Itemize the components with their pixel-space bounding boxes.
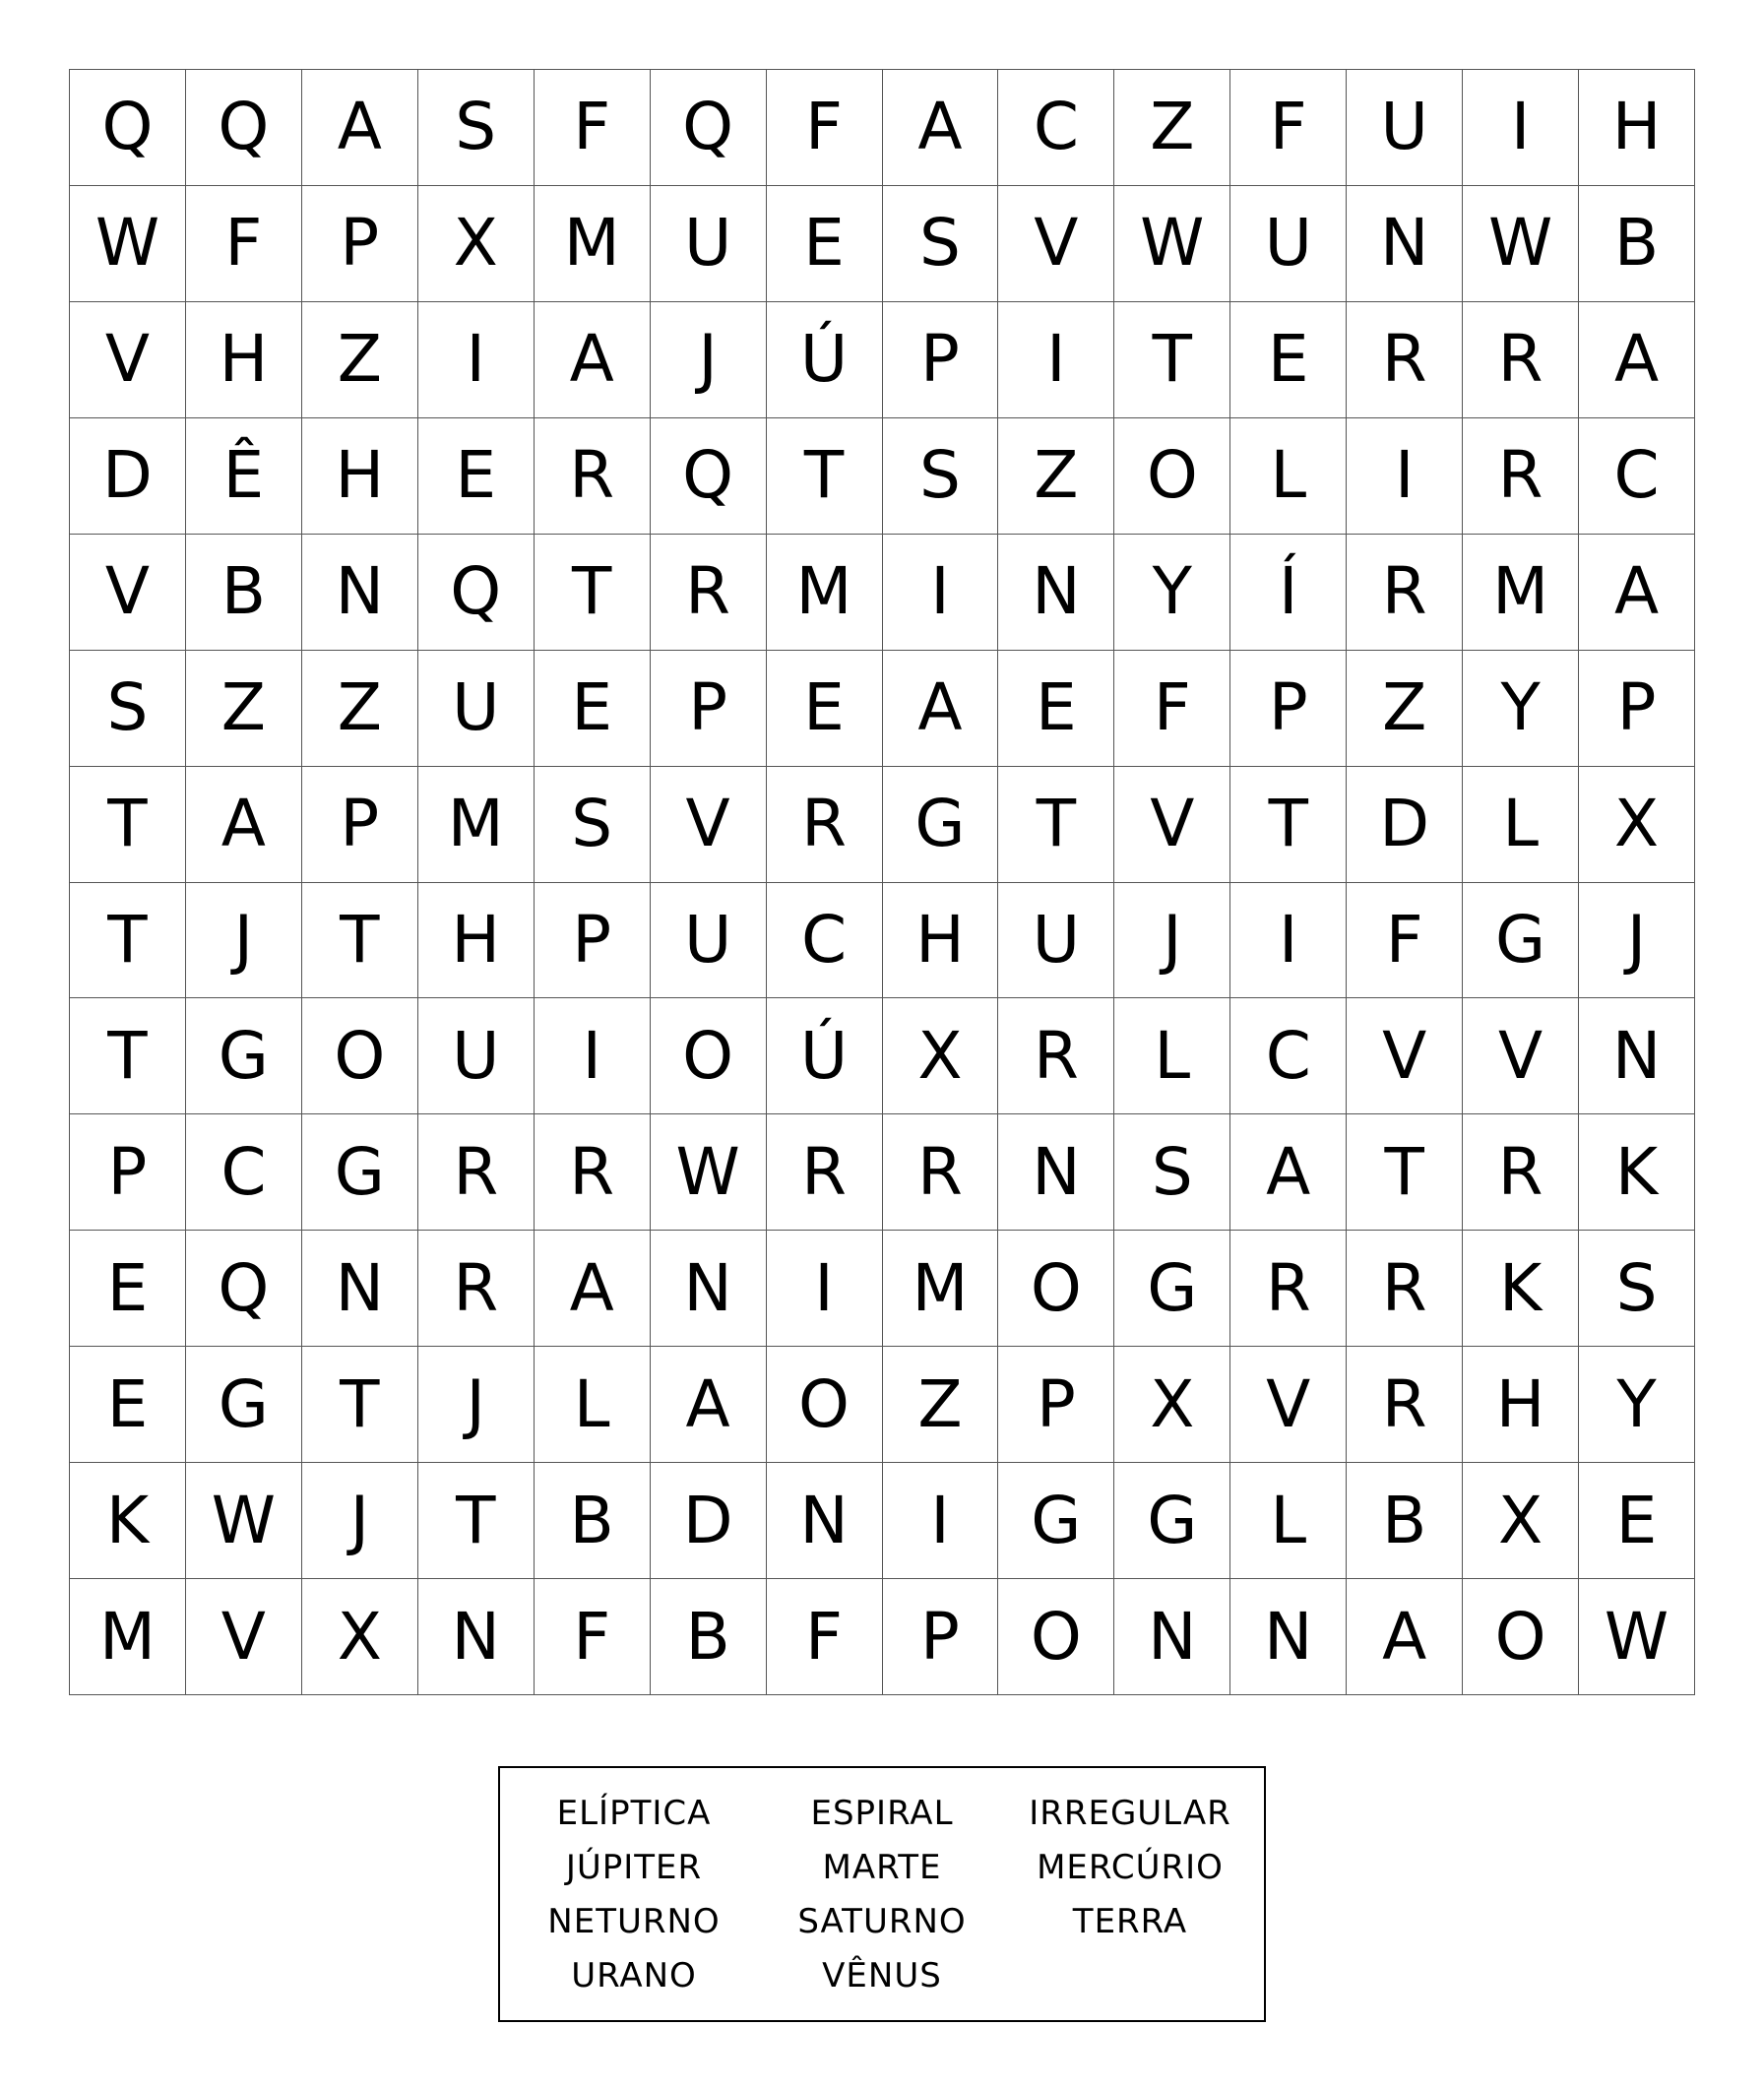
grid-cell[interactable]: P <box>302 186 418 302</box>
grid-cell[interactable]: Q <box>70 70 186 186</box>
grid-cell[interactable]: J <box>418 1347 535 1463</box>
grid-cell[interactable]: E <box>418 418 535 535</box>
grid-cell[interactable]: M <box>1463 535 1579 651</box>
grid-cell[interactable]: H <box>302 418 418 535</box>
grid-cell[interactable]: O <box>651 998 767 1114</box>
grid-cell[interactable]: I <box>1463 70 1579 186</box>
word-list-item: VÊNUS <box>822 1955 942 1995</box>
grid-cell[interactable]: F <box>535 70 651 186</box>
grid-cell[interactable]: I <box>883 535 999 651</box>
grid-cell[interactable]: R <box>1347 535 1463 651</box>
grid-cell[interactable]: E <box>1230 302 1347 418</box>
grid-cell[interactable]: S <box>883 186 999 302</box>
grid-cell[interactable]: U <box>1347 70 1463 186</box>
grid-cell[interactable]: X <box>302 1579 418 1695</box>
letter-grid <box>69 69 1695 1695</box>
grid-cell[interactable]: S <box>883 418 999 535</box>
grid-cell[interactable]: X <box>1463 1463 1579 1579</box>
grid-cell[interactable]: H <box>418 883 535 999</box>
grid-cell[interactable]: A <box>302 70 418 186</box>
grid-cell[interactable]: I <box>418 302 535 418</box>
grid-cell[interactable]: S <box>1579 1231 1695 1347</box>
grid-cell[interactable]: B <box>535 1463 651 1579</box>
grid-cell[interactable]: T <box>418 1463 535 1579</box>
grid-cell[interactable]: T <box>535 535 651 651</box>
grid-cell[interactable]: R <box>883 1114 999 1231</box>
word-list-item: TERRA <box>1072 1901 1188 1941</box>
word-list-item: ESPIRAL <box>810 1793 954 1833</box>
grid-cell[interactable]: W <box>1579 1579 1695 1695</box>
grid-cell[interactable]: H <box>883 883 999 999</box>
word-list-item: MERCÚRIO <box>1037 1847 1224 1887</box>
grid-cell[interactable]: U <box>1230 186 1347 302</box>
grid-cell[interactable]: R <box>1463 1114 1579 1231</box>
grid-cell[interactable]: N <box>1347 186 1463 302</box>
grid-cell[interactable]: G <box>998 1463 1114 1579</box>
grid-cell[interactable]: T <box>70 767 186 883</box>
grid-cell[interactable]: R <box>1230 1231 1347 1347</box>
grid-cell[interactable]: Í <box>1230 535 1347 651</box>
grid-cell[interactable]: X <box>1579 767 1695 883</box>
grid-cell[interactable]: E <box>767 651 883 767</box>
grid-cell[interactable]: G <box>186 1347 302 1463</box>
grid-cell[interactable]: S <box>418 70 535 186</box>
grid-cell[interactable]: R <box>1347 1231 1463 1347</box>
word-list-item: MARTE <box>822 1847 942 1887</box>
grid-cell[interactable]: C <box>1579 418 1695 535</box>
grid-cell[interactable]: N <box>302 1231 418 1347</box>
grid-cell[interactable]: F <box>535 1579 651 1695</box>
grid-cell[interactable]: K <box>1463 1231 1579 1347</box>
grid-cell[interactable]: J <box>1579 883 1695 999</box>
grid-cell[interactable]: I <box>535 998 651 1114</box>
grid-cell[interactable]: L <box>1114 998 1230 1114</box>
grid-cell[interactable]: T <box>998 767 1114 883</box>
grid-cell[interactable]: H <box>1579 70 1695 186</box>
grid-cell[interactable]: D <box>70 418 186 535</box>
word-list <box>498 1766 1266 2022</box>
grid-cell[interactable]: N <box>998 1114 1114 1231</box>
grid-cell[interactable]: F <box>767 1579 883 1695</box>
grid-cell[interactable]: T <box>302 883 418 999</box>
grid-cell[interactable]: H <box>1463 1347 1579 1463</box>
grid-cell[interactable]: Ú <box>767 998 883 1114</box>
grid-cell[interactable]: U <box>651 186 767 302</box>
grid-cell[interactable]: V <box>651 767 767 883</box>
grid-cell[interactable]: A <box>651 1347 767 1463</box>
grid-cell[interactable]: Y <box>1114 535 1230 651</box>
grid-cell[interactable]: A <box>1347 1579 1463 1695</box>
grid-cell[interactable]: P <box>883 302 999 418</box>
grid-cell[interactable]: E <box>767 186 883 302</box>
grid-cell[interactable]: A <box>1230 1114 1347 1231</box>
grid-cell[interactable]: A <box>1579 302 1695 418</box>
grid-cell[interactable]: I <box>1230 883 1347 999</box>
grid-cell[interactable]: Z <box>998 418 1114 535</box>
grid-cell[interactable]: P <box>651 651 767 767</box>
word-list-item: JÚPITER <box>565 1847 703 1887</box>
grid-cell[interactable]: B <box>1347 1463 1463 1579</box>
grid-cell[interactable]: V <box>186 1579 302 1695</box>
grid-cell[interactable]: E <box>1579 1463 1695 1579</box>
grid-cell[interactable]: O <box>998 1579 1114 1695</box>
grid-cell[interactable]: V <box>998 186 1114 302</box>
word-list-item: NETURNO <box>547 1901 721 1941</box>
grid-cell[interactable]: I <box>883 1463 999 1579</box>
grid-cell[interactable]: J <box>302 1463 418 1579</box>
grid-cell[interactable]: H <box>186 302 302 418</box>
grid-cell[interactable]: R <box>767 767 883 883</box>
grid-cell[interactable]: J <box>186 883 302 999</box>
grid-cell[interactable]: X <box>418 186 535 302</box>
grid-cell[interactable]: D <box>1347 767 1463 883</box>
grid-cell[interactable]: F <box>1347 883 1463 999</box>
grid-cell[interactable]: F <box>767 70 883 186</box>
grid-cell[interactable]: Q <box>651 418 767 535</box>
grid-cell[interactable]: N <box>1230 1579 1347 1695</box>
grid-cell[interactable]: P <box>883 1579 999 1695</box>
grid-cell[interactable]: W <box>70 186 186 302</box>
grid-cell[interactable]: I <box>767 1231 883 1347</box>
grid-cell[interactable]: R <box>418 1231 535 1347</box>
grid-cell[interactable]: D <box>651 1463 767 1579</box>
grid-cell[interactable]: F <box>1230 70 1347 186</box>
grid-cell[interactable]: W <box>186 1463 302 1579</box>
grid-cell[interactable]: P <box>998 1347 1114 1463</box>
word-list-item: URANO <box>571 1955 697 1995</box>
grid-cell[interactable]: L <box>535 1347 651 1463</box>
word-list-item: IRREGULAR <box>1029 1793 1231 1833</box>
grid-cell[interactable]: V <box>1230 1347 1347 1463</box>
grid-cell[interactable]: Z <box>1114 70 1230 186</box>
grid-cell[interactable]: M <box>535 186 651 302</box>
grid-cell[interactable]: N <box>651 1231 767 1347</box>
grid-cell[interactable]: S <box>70 651 186 767</box>
grid-cell[interactable]: E <box>70 1231 186 1347</box>
grid-cell[interactable]: M <box>70 1579 186 1695</box>
grid-cell[interactable]: U <box>651 883 767 999</box>
grid-cell[interactable]: G <box>1114 1463 1230 1579</box>
grid-cell[interactable]: O <box>998 1231 1114 1347</box>
grid-cell[interactable]: Ê <box>186 418 302 535</box>
grid-cell[interactable]: S <box>1114 1114 1230 1231</box>
grid-cell[interactable]: O <box>302 998 418 1114</box>
grid-cell[interactable]: P <box>302 767 418 883</box>
grid-cell[interactable]: Q <box>186 1231 302 1347</box>
grid-cell[interactable]: R <box>651 535 767 651</box>
grid-cell[interactable]: C <box>1230 998 1347 1114</box>
grid-cell[interactable]: R <box>1463 418 1579 535</box>
grid-cell[interactable]: L <box>1463 767 1579 883</box>
grid-cell[interactable]: R <box>535 418 651 535</box>
grid-cell[interactable]: U <box>418 998 535 1114</box>
grid-cell[interactable]: Z <box>883 1347 999 1463</box>
grid-cell[interactable]: G <box>186 998 302 1114</box>
grid-cell[interactable]: X <box>1114 1347 1230 1463</box>
grid-cell[interactable]: P <box>1230 651 1347 767</box>
word-list-item: SATURNO <box>797 1901 967 1941</box>
grid-cell[interactable]: B <box>651 1579 767 1695</box>
grid-cell[interactable]: Z <box>302 651 418 767</box>
grid-cell[interactable]: N <box>1579 998 1695 1114</box>
grid-cell[interactable]: R <box>1347 302 1463 418</box>
grid-cell[interactable]: M <box>418 767 535 883</box>
grid-cell[interactable]: A <box>883 70 999 186</box>
grid-cell[interactable]: W <box>651 1114 767 1231</box>
grid-cell[interactable]: E <box>70 1347 186 1463</box>
grid-cell[interactable]: I <box>1347 418 1463 535</box>
grid-cell[interactable]: P <box>1579 651 1695 767</box>
grid-cell[interactable]: Ú <box>767 302 883 418</box>
grid-cell[interactable]: M <box>767 535 883 651</box>
grid-cell[interactable]: T <box>302 1347 418 1463</box>
grid-cell[interactable]: O <box>1463 1579 1579 1695</box>
grid-cell[interactable]: N <box>998 535 1114 651</box>
grid-cell[interactable]: L <box>1230 418 1347 535</box>
grid-cell[interactable]: Y <box>1463 651 1579 767</box>
grid-cell[interactable]: Q <box>651 70 767 186</box>
grid-cell[interactable]: Z <box>302 302 418 418</box>
grid-cell[interactable]: R <box>767 1114 883 1231</box>
grid-cell[interactable]: T <box>1347 1114 1463 1231</box>
grid-cell[interactable]: V <box>1114 767 1230 883</box>
grid-cell[interactable]: Z <box>186 651 302 767</box>
grid-cell[interactable]: N <box>1114 1579 1230 1695</box>
grid-cell[interactable]: T <box>1114 302 1230 418</box>
grid-cell[interactable]: C <box>998 70 1114 186</box>
grid-cell[interactable]: N <box>767 1463 883 1579</box>
grid-cell[interactable]: C <box>186 1114 302 1231</box>
grid-cell[interactable]: J <box>651 302 767 418</box>
grid-cell[interactable]: U <box>418 651 535 767</box>
grid-cell[interactable]: E <box>535 651 651 767</box>
grid-cell[interactable]: W <box>1463 186 1579 302</box>
grid-cell[interactable]: F <box>186 186 302 302</box>
grid-cell[interactable]: W <box>1114 186 1230 302</box>
word-list-item: ELÍPTICA <box>556 1793 712 1833</box>
grid-cell[interactable]: A <box>1579 535 1695 651</box>
grid-cell[interactable]: R <box>418 1114 535 1231</box>
grid-cell[interactable]: I <box>998 302 1114 418</box>
grid-cell[interactable]: Q <box>186 70 302 186</box>
grid-cell[interactable]: S <box>535 767 651 883</box>
grid-cell[interactable]: O <box>1114 418 1230 535</box>
grid-cell[interactable]: A <box>535 302 651 418</box>
grid-cell[interactable]: T <box>767 418 883 535</box>
grid-cell[interactable]: R <box>1347 1347 1463 1463</box>
grid-cell[interactable]: V <box>1463 998 1579 1114</box>
grid-cell[interactable]: F <box>1114 651 1230 767</box>
grid-cell[interactable]: G <box>302 1114 418 1231</box>
grid-cell[interactable]: B <box>1579 186 1695 302</box>
grid-cell[interactable]: N <box>418 1579 535 1695</box>
grid-cell[interactable]: V <box>70 302 186 418</box>
grid-cell[interactable]: A <box>883 651 999 767</box>
grid-cell[interactable]: V <box>1347 998 1463 1114</box>
grid-cell[interactable]: X <box>883 998 999 1114</box>
grid-cell[interactable]: Q <box>418 535 535 651</box>
grid-cell[interactable]: C <box>767 883 883 999</box>
grid-cell[interactable]: T <box>70 998 186 1114</box>
grid-cell[interactable]: A <box>535 1231 651 1347</box>
grid-cell[interactable]: P <box>535 883 651 999</box>
grid-cell[interactable]: V <box>70 535 186 651</box>
grid-cell[interactable]: A <box>186 767 302 883</box>
grid-cell[interactable]: T <box>70 883 186 999</box>
grid-cell[interactable]: B <box>186 535 302 651</box>
grid-cell[interactable]: P <box>70 1114 186 1231</box>
grid-cell[interactable]: O <box>767 1347 883 1463</box>
grid-cell[interactable]: J <box>1114 883 1230 999</box>
grid-cell[interactable]: U <box>998 883 1114 999</box>
grid-cell[interactable]: K <box>1579 1114 1695 1231</box>
grid-cell[interactable]: L <box>1230 1463 1347 1579</box>
grid-cell[interactable]: M <box>883 1231 999 1347</box>
grid-cell[interactable]: G <box>883 767 999 883</box>
grid-cell[interactable]: R <box>998 998 1114 1114</box>
grid-cell[interactable]: R <box>535 1114 651 1231</box>
grid-cell[interactable]: G <box>1463 883 1579 999</box>
grid-cell[interactable]: R <box>1463 302 1579 418</box>
grid-cell[interactable]: Y <box>1579 1347 1695 1463</box>
grid-cell[interactable]: Z <box>1347 651 1463 767</box>
grid-cell[interactable]: K <box>70 1463 186 1579</box>
grid-cell[interactable]: N <box>302 535 418 651</box>
grid-cell[interactable]: E <box>998 651 1114 767</box>
grid-cell[interactable]: T <box>1230 767 1347 883</box>
grid-cell[interactable]: G <box>1114 1231 1230 1347</box>
